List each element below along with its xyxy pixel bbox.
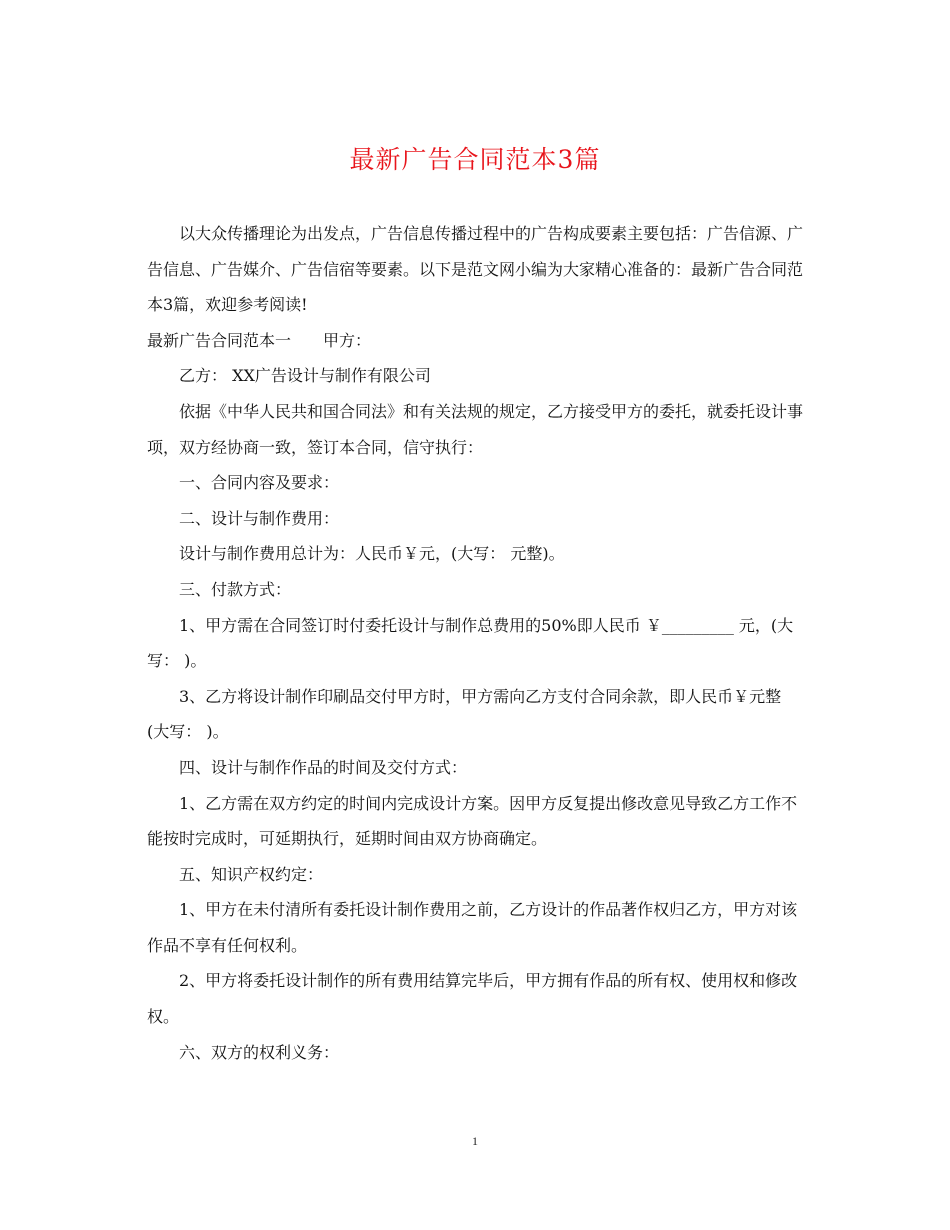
paragraph-fee-total: 设计与制作费用总计为：人民币￥元，(大写： 元整)。	[179, 544, 565, 564]
paragraph-basis: 依据《中华人民共和国合同法》和有关法规的规定，乙方接受甲方的委托，就委托设计事项，双方经协商一致，签订本合同，信守执行：	[147, 401, 804, 457]
paragraph-section-6: 六、双方的权利义务：	[179, 1042, 340, 1062]
paragraph-intro: 以大众传播理论为出发点，广告信息传播过程中的广告构成要素主要包括：广告信源、广告信息、广告媒介、广告信宿等要素。以下是范文网小编为大家精心准备的：最新广告合同范本3篇，欢迎参考阅读!	[147, 224, 804, 315]
paragraph-section-3: 三、付款方式：	[179, 579, 292, 599]
paragraph-party-b: 乙方： XX广告设计与制作有限公司	[179, 366, 431, 386]
paragraph-section-5: 五、知识产权约定：	[179, 864, 324, 884]
page-number: 1	[472, 1134, 478, 1148]
document-title: 最新广告合同范本3篇	[349, 145, 601, 174]
paragraph-delivery-1: 1、乙方需在双方约定的时间内完成设计方案。因甲方反复提出修改意见导致乙方工作不能按时完成时，可延期执行，延期时间由双方协商确定。	[147, 793, 798, 849]
paragraph-payment-3: 3、乙方将设计制作印刷品交付甲方时，甲方需向乙方支付合同余款，即人民币￥元整(大写： )。	[147, 686, 782, 742]
paragraph-section-2: 二、设计与制作费用：	[179, 508, 340, 528]
paragraph-ip-2: 2、甲方将委托设计制作的所有费用结算完毕后，甲方拥有作品的所有权、使用权和修改权。	[147, 971, 798, 1027]
paragraph-section-4: 四、设计与制作作品的时间及交付方式：	[179, 757, 468, 777]
paragraph-contract-heading: 最新广告合同范本一 甲方：	[147, 330, 372, 350]
paragraph-ip-1: 1、甲方在未付清所有委托设计制作费用之前，乙方设计的作品著作权归乙方，甲方对该作品不享有任何权利。	[147, 900, 798, 955]
paragraph-section-1: 一、合同内容及要求：	[179, 473, 340, 493]
document-body	[147, 216, 803, 1070]
paragraph-payment-1: 1、甲方需在合同签订时付委托设计与制作总费用的50%即人民币 ￥_________ 元，(大写： )。	[147, 615, 794, 671]
